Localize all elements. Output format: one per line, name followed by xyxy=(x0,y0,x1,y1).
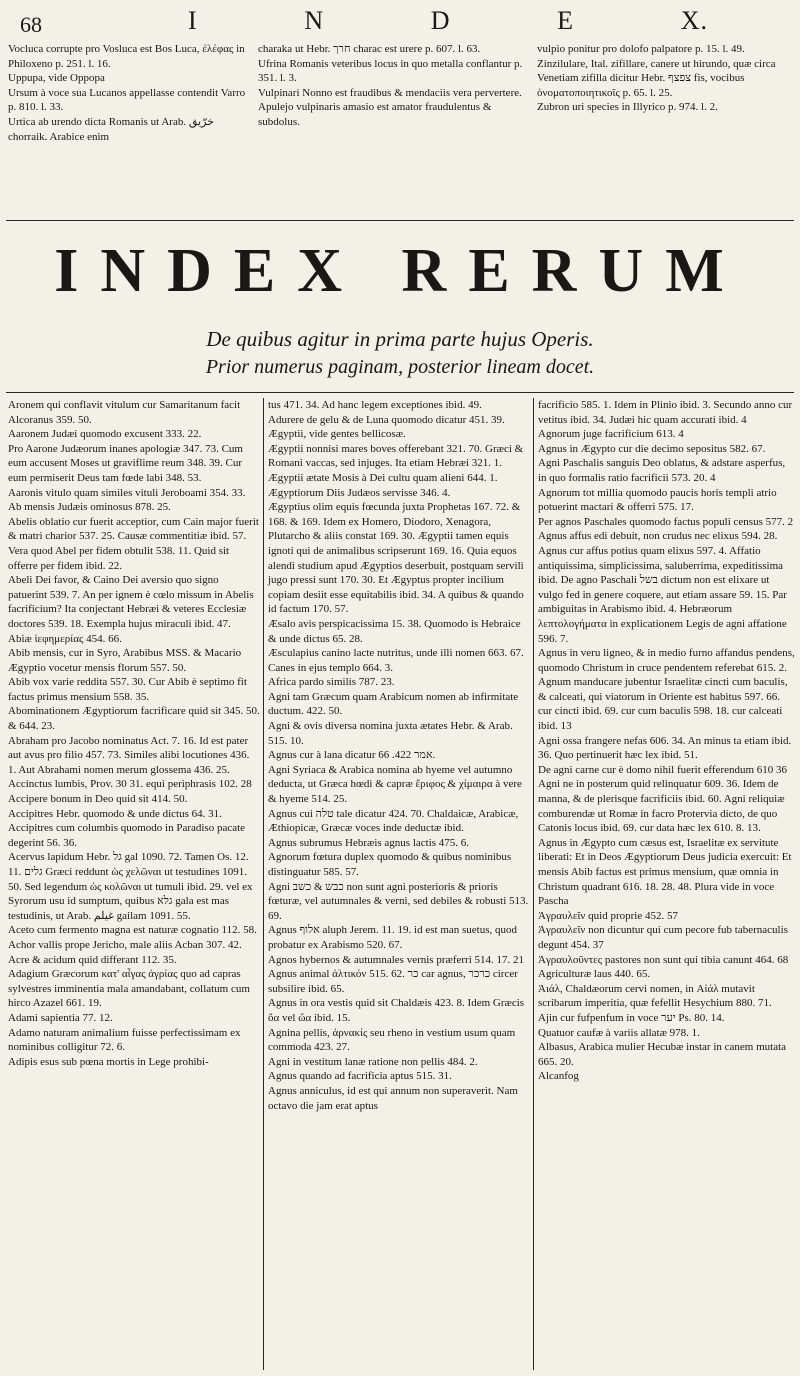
divider-rule xyxy=(6,392,794,393)
index-entry: charaka ut Hebr. חרך charac est urere p. 607. l. 63. xyxy=(258,43,481,55)
index-entry: Agni Syriaca & Arabica nomina ab hyeme vel autumno deducta, ut Græca hœdi & capræ ἔριφος & χίμαιρα à vere & hyeme 514. 25. xyxy=(268,763,522,806)
running-header xyxy=(188,6,708,36)
divider-rule xyxy=(6,220,794,221)
index-entry: Ægyptii, vide gentes bellicosæ. xyxy=(268,428,406,441)
index-entry: Achor vallis prope Jericho, male aliis Acban 307. 42. xyxy=(8,938,242,951)
index-entry: Alcanfog xyxy=(538,1070,579,1083)
index-entry: Agnum manducare jubentur Israelitæ cincti cum baculis, & calceati, qui viatorum in Oriente est habitus 597. 66. cur cincti ibid. 69. cur cum baculis 598. 18. cur calceati ibid. 13 xyxy=(538,676,788,733)
index-entry: Urtica ab urendo dicta Romanis ut Arab. خرّيق chorraik. Arabice enim xyxy=(8,115,214,143)
index-entry: Ἀγραυλεῖν non dicuntur qui cum pecore fub tabernaculis degunt 454. 37 xyxy=(538,924,788,951)
index-entry: Zinzilulare, Ital. zifillare, canere ut hirundo, quæ circa Venetiam zifilla dicitur Hebr. צפצף fis, vocibus ὀνοματοποιητικοῖς p. 65. l. 25. xyxy=(537,57,776,99)
index-entry: Agnus in ora vestis quid sit Chaldæis 423. 8. Idem Græcis ὄα vel ὤα ibid. 15. xyxy=(268,997,525,1024)
header-letter: N xyxy=(304,6,325,35)
index-entry: Agnus אלוף aluph Jerem. 11. 19. id est man suetus, quod probatur ex Arabismo 520. 67. xyxy=(268,924,518,951)
index-entry: Agriculturæ laus 440. 65. xyxy=(538,968,651,981)
index-entry: Abiæ ἱεφημερίας 454. 66. xyxy=(8,632,122,645)
index-entry: Ἀγραυλοῦντες pastores non sunt qui tibia canunt 464. 68 xyxy=(538,953,789,966)
header-letter: I xyxy=(188,6,198,35)
index-entry: Agni ne in posterum quid relinquatur 609. 36. Idem de manna, & de plerisque facrificiis ibid. 60. Agni reliquiæ comburendæ ut Romæ in facro Protervia dicto, de quo Catonis locus ibid. 69. cur data hæc lex 610. 8. 13. xyxy=(538,778,785,835)
page-number: 68 xyxy=(20,12,42,37)
index-entry: Agnos hybernos & autumnales vernis præferri 514. 17. 21 xyxy=(268,953,525,966)
index-entry: Ajin cur fufpenfum in voce יער Ps. 80. 14. xyxy=(538,1011,725,1024)
index-entry: Africa pardo similis 787. 23. xyxy=(268,676,395,689)
top-column-2 xyxy=(258,42,532,130)
top-column-3 xyxy=(537,42,795,115)
index-title: INDEX RERUM xyxy=(54,237,746,305)
index-entry: Adagium Græcorum κατ' αἶγας ἀγρίας quo ad capras sylvestres imminentia mala amandabant, collatum cum hirco Azazel 661. 19. xyxy=(8,968,250,1010)
index-entry: Agnus in Ægypto cur die decimo sepositus 582. 67. xyxy=(538,442,766,455)
index-entry: Ægyptiorum Diis Judæos servisse 346. 4. xyxy=(268,486,451,499)
index-entry: Agnorum fœtura duplex quomodo & quibus nominibus distinguatur 585. 57. xyxy=(268,851,512,878)
index-entry: Abib vox varie reddita 557. 30. Cur Abib è septimo fit factus primus mensium 558. 35. xyxy=(8,676,247,703)
top-column-1 xyxy=(8,42,254,144)
index-entry: Uppupa, vide Oppopa xyxy=(8,72,105,85)
index-entry: Agnus cur à lana dicatur אמר 422. 66. xyxy=(268,749,436,762)
index-entry: Ἀιάλ, Chaldæorum cervi nomen, in Αἰάλ mutavit scribarum imperitia, quæ fefellit Hesychium 880. 71. xyxy=(538,982,772,1010)
index-entry: Abelis oblatio cur fuerit acceptior, cum Cain major fuerit & matri charior 537. 25. Causæ commentitiæ ibid. 57. Vera quod Abel per fidem obtulit 538. 11. Quid sit offerre per fidem ibid. 22. xyxy=(8,515,259,572)
index-entry: Abraham pro Jacobo nominatus Act. 7. 16. Id est pater aut avus pro filio 457. 73. Similes alibi locutiones 436. 1. Aut Abrahami nomen merum glossema 436. 25. xyxy=(8,734,250,776)
index-entry: Agnus in Ægypto cum cæsus est, Israelitæ ex servitute liberati: Et in Deos Ægyptiorum Deus judicia exercuit: Et mensis Abib factus est primus mensium, quæ omnia in Christum quadrant 616. 18. 28. 48. Plura vide in voce Pascha xyxy=(538,836,792,908)
index-entry: Adurere de gelu & de Luna quomodo dicatur 451. 39. xyxy=(268,413,505,426)
index-entry: Ἀγραυλεῖν quid proprie 452. 57 xyxy=(538,909,678,922)
index-entry: Agnus in veru ligneo, & in medio furno affandus pendens, quomodo Christum in cruce pendentem referebat 615. 2. xyxy=(538,647,795,674)
index-entry: Ægyptii ætate Mosis à Dei cultu quam alieni 644. 1. xyxy=(268,471,498,484)
index-entry: Agnus cui טלה tale dicatur 424. 70. Chaldaicæ, Arabicæ, Æthiopicæ, Græcæ voces inde deductæ ibid. xyxy=(268,807,519,835)
index-entry: Accipitres Hebr. quomodo & unde dictus 64. 31. xyxy=(8,807,222,820)
index-entry: Agnorum juge facrificium 613. 4 xyxy=(538,428,684,441)
index-note: Prior numerus paginam, posterior lineam docet. xyxy=(205,356,595,378)
index-entry: Accipere bonum in Deo quid sit 414. 50. xyxy=(8,793,188,806)
index-entry: Agni & ovis diversa nomina juxta ætates Hebr. & Arab. 515. 10. xyxy=(268,720,513,747)
index-entry: Agni כבש & כשב non sunt agni posterioris & prioris fœturæ, vel autumnales & verni, sed debiles & robusti 513. 69. xyxy=(268,880,529,922)
index-entry: Aronem qui conflavit vitulum cur Samaritanum facit Alcoranus 359. 50. xyxy=(8,399,241,426)
index-entry: Agnus quando ad facrificia aptus 515. 31. xyxy=(268,1070,452,1083)
index-entry: Aceto cum fermento magna est naturæ cognatio 112. 58. xyxy=(8,924,257,937)
index-entry: Aaronem Judæi quomodo excusent 333. 22. xyxy=(8,428,202,441)
header-letter: E xyxy=(557,6,575,35)
index-entry: Adamo naturam animalium fuisse perfectissimam ex nominibus colligitur 72. 6. xyxy=(8,1026,241,1054)
index-entry: Agnina pellis, ἀρνακίς seu rheno in vestium usum quam commoda 423. 27. xyxy=(268,1026,516,1054)
index-entry: De agni carne cur è domo nihil fuerit efferendum 610 36 xyxy=(538,763,788,776)
index-entry: Vulpinari Nonno est fraudibus & mendaciis vera pervertere. Apulejo vulpinaris amasio est amator fraudulentus & subdolus. xyxy=(258,86,522,128)
index-entry: Agnorum tot millia quomodo paucis horis templi atrio potuerint mactari & offerri 575. 17. xyxy=(538,486,777,514)
index-entry: Ursum à voce sua Lucanos appellasse contendit Varro p. 810. l. 33. xyxy=(8,86,246,114)
index-entry: tus 471. 34. Ad hanc legem exceptiones ibid. 49. xyxy=(268,399,482,411)
index-entry: Abominationem Ægyptiorum facrificare quid sit 345. 50. & 644. 23. xyxy=(8,705,260,733)
index-entry: vulpio ponitur pro dolofo palpatore p. 15. l. 49. xyxy=(537,43,745,55)
index-entry: Agni Paschalis sanguis Deo oblatus, & adstare asperfus, in quo formalis ratio facrificii 573. 20. 4 xyxy=(538,457,786,484)
index-entry: Æsalo avis perspicacissima 15. 38. Quomodo is Hebraice & unde dictus 65. 28. xyxy=(268,617,521,645)
index-entry: Agnus anniculus, id est qui annum non superaverit. Nam octavo die jam erat aptus xyxy=(268,1084,518,1112)
index-entry: facrificio 585. 1. Idem in Plinio ibid. 3. Secundo anno cur vetitus ibid. 34. Judæi hic quam accurati ibid. 4 xyxy=(538,399,793,426)
index-entry: Ufrina Romanis veteribus locus in quo metalla conflantur p. 351. l. 3. xyxy=(258,57,523,85)
index-entry: Ægyptius olim equis fœcunda juxta Prophetas 167. 72. & 168. & 169. Idem ex Homero, Diodoro, Xenagora, Plutarcho & aliis constat 169. 30. Ægyptii tamen equis ignoti qui de animalibus scripserunt 169. 16. Quia equos alendi studium apud Ægyptios deserbuit, postquam servili jugo pressi sunt 170. 30. Et Ægyptus propter incilium copiam desiit esse equitabilis ibid. 34. A quibus & quando id factum 170. 57. xyxy=(268,501,524,616)
index-entry: Adami sapientia 77. 12. xyxy=(8,1011,113,1024)
index-entry: Agni in vestitum lanæ ratione non pellis 484. 2. xyxy=(268,1055,478,1068)
header-letter: D xyxy=(430,6,451,35)
index-entry: Pro Aarone Judæorum inanes apologiæ 347. 73. Cum eum accusent Moses ut graviflime reum 348. 39. Cur eum permiserit Deus tam fœde labi 348. 53. xyxy=(8,442,243,484)
index-entry: Agnus animal ἀλτικόν 515. 62. כר car agnus, כרכר circer subsilire ibid. 65. xyxy=(268,968,518,995)
index-body xyxy=(0,398,800,1370)
index-entry: Per agnos Paschales quomodo factus populi census 577. 2 xyxy=(538,515,794,528)
index-column-3 xyxy=(538,398,796,1084)
index-entry: Agnus affus edi debuit, non crudus nec elixus 594. 28. xyxy=(538,530,778,543)
index-entry: Accipitres cum columbis quomodo in Paradiso pacate degerint 56. 36. xyxy=(8,822,246,849)
index-entry: Adipis esus sub pœna mortis in Lege prohibi- xyxy=(8,1055,209,1068)
index-entry: Agni tam Græcum quam Arabicum nomen ab infirmitate ductum. 422. 50. xyxy=(268,690,519,718)
index-column-1 xyxy=(8,398,260,1069)
index-entry: Agnus subrumus Hebræis agnus lactis 475. 6. xyxy=(268,836,470,849)
previous-index-entries xyxy=(0,42,800,214)
index-entry: Vocluca corrupte pro Vosluca est Bos Luca, ἐλέφας in Philoxeno p. 251. l. 16. xyxy=(8,43,245,70)
index-entry: Abeli Dei favor, & Caino Dei aversio quo signo patuerint 539. 7. An per ignem è cœlo missum in Abelis facrificium? Ita conjectant Hebræi & veteres Ecclesiæ doctores 539. 18. Exempla hujus miraculi ibid. 47. xyxy=(8,574,254,630)
index-entry: Agnus cur affus potius quam elixus 597. 4. Affatio antiquissima, simplicissima, saluberrima, expeditissima ibid. De agno Paschali בשל dictum non est elixare ut vulgo fed in genere coquere, aut etiam assare 59. 15. Par ambiguitas in Arabismo ibid. 4. Hebræorum λεπτολογήματα in explicationem Legis de agni affatione 596. 7. xyxy=(538,544,787,645)
index-entry: Quatuor caufæ à variis allatæ 978. 1. xyxy=(538,1026,700,1039)
index-subtitle: De quibus agitur in prima parte hujus Operis. xyxy=(206,327,594,351)
index-entry: Ab mensis Judæis ominosus 878. 25. xyxy=(8,501,171,514)
index-column-2 xyxy=(268,398,530,1113)
index-entry: Albasus, Arabica mulier Hecubæ instar in canem mutata 665. 20. xyxy=(538,1041,787,1068)
index-entry: Agni ossa frangere nefas 606. 34. An minus ta etiam ibid. 36. Quo pertinuerit hæc lex ibid. 51. xyxy=(538,734,792,762)
index-entry: Acre & acidum quid differant 112. 35. xyxy=(8,953,177,966)
index-entry: Æsculapius canino lacte nutritus, unde illi nomen 663. 67. Canes in ejus templo 664. 3. xyxy=(268,647,524,674)
index-entry: Zubron uri species in Illyrico p. 974. l. 2. xyxy=(537,101,718,114)
index-entry: Ægyptii nonnisi mares boves offerebant 321. 70. Græci & Romani vaccas, sed injuges. Ita etiam Hebræi 321. 1. xyxy=(268,442,524,470)
index-entry: Abib mensis, cur in Syro, Arabibus MSS. & Macario Ægyptio vocetur mensis florum 557. 50. xyxy=(8,647,242,674)
index-entry: Accinctus lumbis, Prov. 30 31. equi periphrasis 102. 28 xyxy=(8,778,252,791)
index-entry: Acervus lapidum Hebr. גל gal 1090. 72. Tamen Os. 12. 11. גלים Græci reddunt ὡς χελῶναι ut testudines 1091. 50. Sed legendum ὡς κολῶναι ut tumuli ibid. 29. vel ex Syrorum usu id sumptum, quibus גלא gala est mas testudinis, ut Arab. غيلم gailam 1091. 55. xyxy=(8,851,253,922)
header-letter: X. xyxy=(680,6,708,35)
index-entry: Aaronis vitulo quam similes vituli Jeroboami 354. 33. xyxy=(8,486,246,499)
